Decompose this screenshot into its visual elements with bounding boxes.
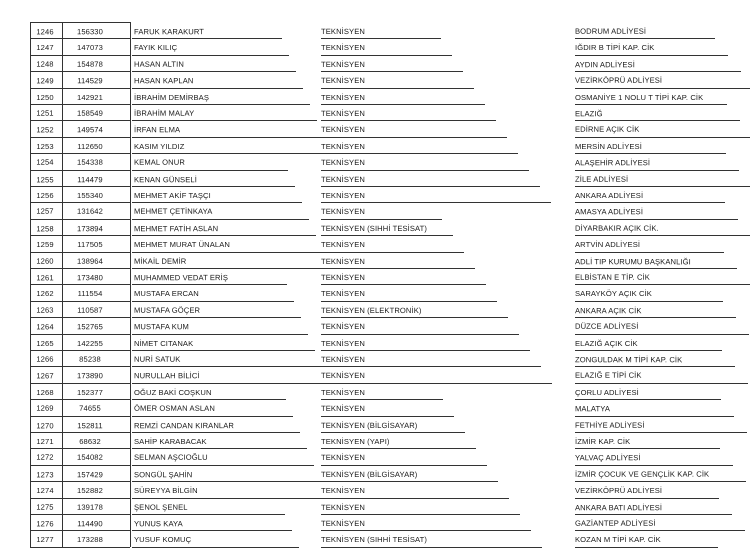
job-title: TEKNİSYEN xyxy=(320,404,365,414)
registry-number: 85238 xyxy=(79,354,101,364)
job-title: TEKNİSYEN xyxy=(320,59,365,69)
institution: AMASYA ADLİYESİ xyxy=(574,207,644,217)
full-name: İBRAHİM DEMİRBAŞ xyxy=(134,92,210,102)
row-number: 1277 xyxy=(36,535,54,545)
job-title: TEKNİSYEN xyxy=(321,387,365,397)
institution: DİYARBAKIR AÇIK CİK. xyxy=(574,223,659,233)
row-number: 1274 xyxy=(36,486,54,496)
row-number: 1253 xyxy=(36,141,54,151)
full-name: ÖMER OSMAN ASLAN xyxy=(133,403,215,414)
job-title: TEKNİSYEN xyxy=(320,354,365,364)
registry-number: 147073 xyxy=(77,43,103,53)
row-number: 1260 xyxy=(36,256,54,266)
job-title: TEKNİSYEN (YAPI) xyxy=(321,437,390,446)
row-number: 1261 xyxy=(36,273,54,283)
registry-number: 152882 xyxy=(77,486,103,496)
job-title: TEKNİSYEN xyxy=(321,43,365,53)
registry-number: 68632 xyxy=(79,437,101,446)
full-name: REMZİ CANDAN KIRANLAR xyxy=(133,420,235,430)
row-number: 1272 xyxy=(36,453,54,463)
institution: OSMANİYE 1 NOLU T TİPİ KAP. CİK xyxy=(575,92,704,102)
row-number: 1270 xyxy=(36,420,54,430)
job-title: TEKNİSYEN xyxy=(320,256,365,266)
row-number: 1265 xyxy=(36,338,54,348)
row-number: 1275 xyxy=(36,502,54,512)
institution: YALVAÇ ADLİYESİ xyxy=(574,453,641,463)
full-name: KEMAL ONUR xyxy=(133,157,185,167)
job-title: TEKNİSYEN xyxy=(321,486,365,496)
full-name: İRFAN ELMA xyxy=(133,125,181,135)
job-title: TEKNİSYEN (SIHHİ TESİSAT) xyxy=(320,223,428,233)
column-border xyxy=(130,22,131,547)
job-title: TEKNİSYEN xyxy=(321,191,365,200)
institution: KOZAN M TİPİ KAP. CİK xyxy=(575,535,661,545)
institution: EDİRNE AÇIK CİK xyxy=(574,125,640,135)
full-name: MEHMET MURAT ÜNALAN xyxy=(134,240,230,250)
full-name: NURULLAH BİLİCİ xyxy=(133,371,200,381)
institution: IĞDIR B TİPİ KAP. CİK xyxy=(575,43,655,53)
registry-number: 155340 xyxy=(77,191,103,200)
job-title: TEKNİSYEN xyxy=(320,174,365,184)
institution: ELAZIĞ xyxy=(574,109,603,119)
row-number: 1248 xyxy=(36,59,54,69)
institution: ADLİ TIP KURUMU BAŞKANLIĞI xyxy=(574,256,691,266)
job-title: TEKNİSYEN (SIHHİ TESİSAT) xyxy=(321,535,428,545)
full-name: MİKAİL DEMİR xyxy=(133,256,187,266)
row-number: 1268 xyxy=(36,387,54,397)
registry-number: 114529 xyxy=(77,76,103,86)
job-title: TEKNİSYEN xyxy=(321,240,365,250)
row-number: 1258 xyxy=(36,224,54,234)
job-title: TEKNİSYEN xyxy=(321,141,365,151)
row-number: 1246 xyxy=(36,27,54,37)
row-number: 1266 xyxy=(36,354,54,364)
institution: ELBİSTAN E TİP. CİK xyxy=(574,272,650,282)
job-title: TEKNİSYEN xyxy=(320,519,365,529)
full-name: YUNUS KAYA xyxy=(133,519,183,529)
registry-number: 173890 xyxy=(77,371,103,381)
job-title: TEKNİSYEN xyxy=(320,273,365,283)
institution: BODRUM ADLİYESİ xyxy=(574,26,647,36)
job-title: TEKNİSYEN xyxy=(321,92,365,102)
full-name: HASAN KAPLAN xyxy=(133,76,194,86)
registry-number: 149574 xyxy=(77,125,103,135)
full-name: FAYIK KILIÇ xyxy=(134,43,178,53)
full-name: MEHMET ÇETİNKAYA xyxy=(133,207,213,217)
job-title: TEKNİSYEN (BİLGİSAYAR) xyxy=(320,420,418,430)
full-name: KENAN GÜNSELİ xyxy=(133,174,197,184)
row-number: 1256 xyxy=(36,191,54,200)
row-divider xyxy=(30,547,130,548)
registry-number: 152765 xyxy=(77,322,103,332)
job-title: TEKNİSYEN xyxy=(320,108,365,118)
row-number: 1264 xyxy=(36,322,54,332)
full-name: NURİ SATUK xyxy=(133,354,181,364)
row-number: 1251 xyxy=(36,108,54,118)
full-name: OĞUZ BAKİ COŞKUN xyxy=(134,387,212,397)
full-name: ŞENOL ŞENEL xyxy=(133,502,188,512)
row-number: 1250 xyxy=(36,92,54,102)
registry-number: 114490 xyxy=(77,519,103,529)
institution: MALATYA xyxy=(574,404,611,414)
row-number: 1259 xyxy=(36,240,54,250)
institution: ZİLE ADLİYESİ xyxy=(574,174,629,184)
registry-number: 114479 xyxy=(77,174,103,184)
registry-number: 112650 xyxy=(77,141,103,151)
registry-number: 131642 xyxy=(77,207,103,217)
job-title: TEKNİSYEN xyxy=(321,289,365,299)
registry-number: 139178 xyxy=(77,502,103,512)
column-border xyxy=(30,22,31,547)
row-number: 1267 xyxy=(36,371,54,381)
job-title: TEKNİSYEN xyxy=(320,27,365,37)
registry-number: 152811 xyxy=(77,420,103,430)
institution: FETHİYE ADLİYESİ xyxy=(574,420,645,430)
registry-number: 157429 xyxy=(77,470,103,480)
job-title: TEKNİSYEN xyxy=(320,158,365,168)
full-name: SONGÜL ŞAHİN xyxy=(133,469,193,480)
full-name: SAHİP KARABACAK xyxy=(134,437,207,446)
row-number: 1262 xyxy=(36,289,54,299)
row-number: 1249 xyxy=(36,76,54,86)
full-name: NİMET CITANAK xyxy=(134,338,194,348)
registry-number: 156330 xyxy=(77,27,103,37)
institution: İZMİR KAP. CİK xyxy=(575,437,631,446)
job-title: TEKNİSYEN (ELEKTRONİK) xyxy=(320,305,422,315)
registry-number: 173288 xyxy=(77,535,103,545)
job-title: TEKNİSYEN xyxy=(320,125,365,135)
registry-number: 154878 xyxy=(77,59,103,69)
row-number: 1263 xyxy=(36,305,54,315)
institution: ANKARA ADLİYESİ xyxy=(575,191,644,200)
job-title: TEKNİSYEN xyxy=(320,502,365,512)
row-number: 1276 xyxy=(36,519,54,529)
institution: VEZİRKÖPRÜ ADLİYESİ xyxy=(574,75,663,85)
full-name: MUSTAFA GÖÇER xyxy=(133,305,201,315)
full-name: SELMAN AŞCIOĞLU xyxy=(133,453,208,463)
full-name: SÜREYYA BİLGİN xyxy=(134,486,198,496)
institution: GAZİANTEP ADLİYESİ xyxy=(574,518,656,528)
institution: DÜZCE ADLİYESİ xyxy=(574,321,639,331)
full-name: MEHMET AKİF TAŞÇI xyxy=(134,191,211,200)
job-title: TEKNİSYEN (BİLGİSAYAR) xyxy=(320,469,418,479)
full-name: MEHMET FATİH ASLAN xyxy=(133,223,219,234)
table-top-border xyxy=(30,22,130,23)
full-name: YUSUF KOMUÇ xyxy=(134,535,192,545)
registry-number: 111554 xyxy=(77,289,103,299)
job-title: TEKNİSYEN xyxy=(321,338,365,348)
registry-number: 117505 xyxy=(77,240,103,250)
row-number: 1273 xyxy=(36,470,54,480)
row-number: 1254 xyxy=(36,157,54,167)
row-divider xyxy=(132,547,299,548)
institution: ELAZIĞ E TİPİ CİK xyxy=(574,371,642,381)
job-title: TEKNİSYEN xyxy=(320,76,365,86)
registry-number: 173894 xyxy=(77,224,103,234)
row-divider xyxy=(575,547,718,548)
job-title: TEKNİSYEN xyxy=(320,453,365,463)
institution: ARTVİN ADLİYESİ xyxy=(575,240,641,250)
institution: ANKARA AÇIK CİK xyxy=(574,306,642,316)
registry-number: 138964 xyxy=(77,256,103,266)
institution: ELAZIĞ AÇIK CİK xyxy=(575,338,638,348)
job-title: TEKNİSYEN xyxy=(320,371,365,381)
full-name: İBRAHİM MALAY xyxy=(133,108,195,118)
column-border xyxy=(62,22,63,547)
job-title: TEKNİSYEN xyxy=(320,207,365,217)
full-name: KASIM YILDIZ xyxy=(134,141,185,151)
institution: İZMİR ÇOCUK VE GENÇLİK KAP. CİK xyxy=(574,469,710,479)
row-number: 1255 xyxy=(36,174,54,184)
job-title: TEKNİSYEN xyxy=(320,322,365,332)
registry-number: 154082 xyxy=(77,453,103,463)
institution: ZONGULDAK M TİPİ KAP. CİK xyxy=(574,355,683,365)
registry-number: 158549 xyxy=(77,108,103,118)
row-divider xyxy=(321,547,542,548)
registry-number: 142921 xyxy=(77,92,103,102)
full-name: HASAN ALTIN xyxy=(133,59,184,69)
row-number: 1252 xyxy=(36,125,54,135)
registry-number: 110587 xyxy=(77,305,103,315)
registry-number: 154338 xyxy=(77,157,103,167)
full-name: MUSTAFA ERCAN xyxy=(134,289,199,299)
institution: SARAYKÖY AÇIK CİK xyxy=(575,289,652,299)
institution: AYDIN ADLİYESİ xyxy=(574,60,635,70)
row-number: 1271 xyxy=(36,437,54,446)
full-name: FARUK KARAKURT xyxy=(133,27,205,37)
institution: MERSİN ADLİYESİ xyxy=(575,141,642,151)
row-number: 1257 xyxy=(36,207,54,217)
institution: VEZİRKÖPRÜ ADLİYESİ xyxy=(575,486,663,496)
institution: ÇORLU ADLİYESİ xyxy=(575,387,639,397)
registry-number: 152377 xyxy=(77,387,103,397)
row-number: 1247 xyxy=(36,43,54,53)
institution: ALAŞEHİR ADLİYESİ xyxy=(574,158,651,168)
registry-number: 142255 xyxy=(77,338,103,348)
institution: ANKARA BATI ADLİYESİ xyxy=(574,502,663,512)
full-name: MUSTAFA KUM xyxy=(133,322,189,332)
row-number: 1269 xyxy=(36,403,54,413)
full-name: MUHAMMED VEDAT ERİŞ xyxy=(133,273,229,283)
registry-number: 74655 xyxy=(79,403,101,413)
registry-number: 173480 xyxy=(77,273,103,283)
